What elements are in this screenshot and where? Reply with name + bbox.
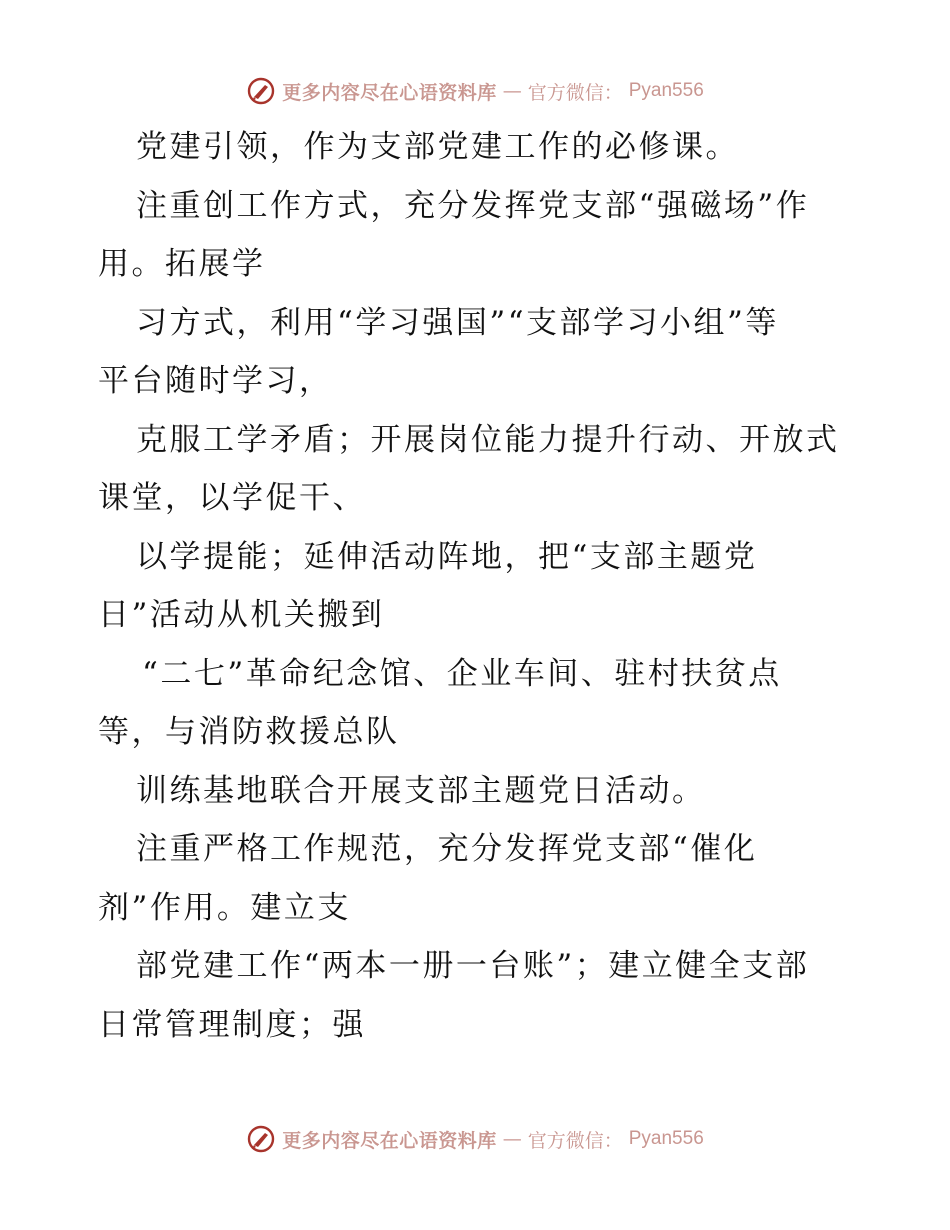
body-line: 等，与消防救援总队 [98, 714, 400, 750]
body-line: “二七”革命纪念馆、企业车间、驻村扶贫点 [142, 655, 782, 692]
body-line: 党建引领，作为支部党建工作的必修课。 [136, 129, 739, 165]
body-line: 用。拓展学 [98, 246, 266, 282]
header-watermark [0, 76, 950, 106]
body-line: 日常管理制度；强 [98, 1006, 366, 1043]
watermark-account: Pyan556 [628, 1128, 704, 1149]
quill-seal-icon [246, 76, 276, 106]
body-line: 注重严格工作规范，充分发挥党支部“催化 [136, 831, 758, 867]
body-line: 训练基地联合开展支部主题党日活动。 [136, 772, 706, 809]
body-line: 平台随时学习， [98, 363, 333, 399]
watermark-dash: — [502, 1128, 522, 1150]
watermark-dash: — [502, 80, 522, 102]
body-line: 剂”作用。建立支 [98, 889, 351, 926]
footer-watermark [0, 1124, 950, 1154]
body-line: 克服工学矛盾；开展岗位能力提升行动、开放式 [136, 421, 840, 458]
quill-seal-icon [246, 1124, 276, 1154]
watermark-account: Pyan556 [628, 80, 704, 101]
body-line: 日”活动从机关搬到 [98, 597, 385, 633]
watermark-site-text: 更多内容尽在心语资料库 [282, 1129, 497, 1152]
body-line: 注重创工作方式，充分发挥党支部“强磁场”作 [136, 187, 810, 224]
body-line: 习方式，利用“学习强国”“支部学习小组”等 [136, 304, 779, 341]
watermark-label: 官方微信： [527, 1129, 623, 1152]
body-line: 部党建工作“两本一册一台账”；建立健全支部 [136, 948, 810, 984]
document-body [98, 118, 858, 1054]
watermark-label: 官方微信： [527, 81, 623, 104]
watermark-site-text: 更多内容尽在心语资料库 [282, 81, 497, 104]
body-line: 以学提能；延伸活动阵地，把“支部主题党 [136, 538, 758, 575]
body-line: 课堂，以学促干、 [98, 480, 366, 516]
